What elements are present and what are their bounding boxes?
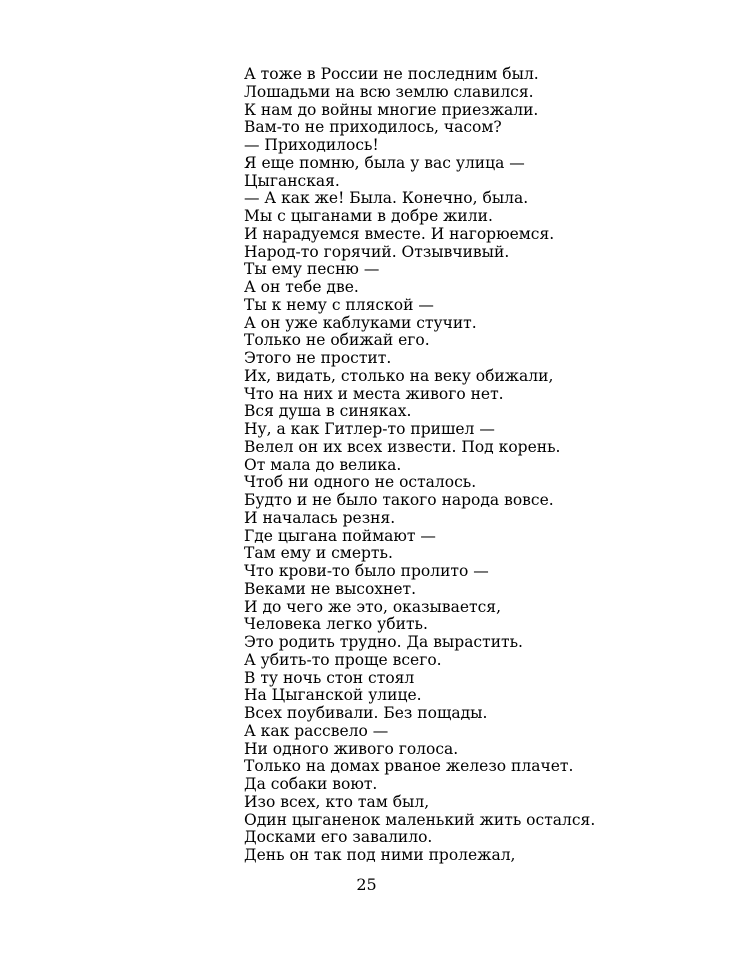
- poem-line: Лошадьми на всю землю славился.: [244, 82, 534, 101]
- poem-line: Цыганская.: [244, 171, 340, 190]
- poem-line: — А как же! Была. Конечно, была.: [244, 189, 529, 208]
- poem-line: Ты ему песню —: [244, 260, 380, 279]
- poem-line: Да собаки воют.: [244, 775, 378, 793]
- poem-line: На Цыганской улице.: [244, 686, 422, 705]
- poem-line: Я еще помню, была у вас улица —: [244, 153, 525, 172]
- poem-line: К нам до войны многие приезжали.: [244, 100, 539, 119]
- poem-line: День он так под ними пролежал,: [244, 846, 516, 864]
- poem-line: Досками его завалило.: [244, 828, 433, 847]
- poem-line: Там ему и смерть.: [244, 544, 393, 563]
- poem-line: А убить-то проще всего.: [244, 650, 442, 669]
- poem-line: Народ-то горячий. Отзывчивый.: [244, 242, 510, 261]
- poem-line: А он уже каблуками стучит.: [244, 313, 477, 332]
- poem-line: Мы с цыганами в добре жили.: [244, 207, 493, 225]
- poem-line: Чтоб ни одного не осталось.: [244, 473, 477, 492]
- poem-line: Ну, а как Гитлер-то пришел —: [244, 420, 495, 438]
- poem-line: А как рассвело —: [244, 721, 389, 740]
- poem-line: И нарадуемся вместе. И нагорюемся.: [244, 224, 555, 243]
- poem-line: И до чего же это, оказывается,: [244, 597, 501, 616]
- poem-line: В ту ночь стон стоял: [244, 668, 415, 687]
- poem-line: И началась резня.: [244, 508, 396, 527]
- poem-line: От мала до велика.: [244, 455, 402, 474]
- poem-line: Всех поубивали. Без пощады.: [244, 704, 488, 722]
- poem-line: Этого не простит.: [244, 349, 392, 367]
- poem-line: Где цыгана поймают —: [244, 526, 436, 545]
- poem-line: Человека легко убить.: [244, 615, 428, 634]
- poem-line: Их, видать, столько на веку обижали,: [244, 366, 554, 385]
- poem-line: Один цыганенок маленький жить остался.: [244, 810, 596, 829]
- poem-line: Только не обижай его.: [244, 331, 430, 350]
- poem-line: Ни одного живого голоса.: [244, 739, 459, 758]
- poem-line: Ты к нему с пляской —: [244, 295, 434, 314]
- poem-line: Что на них и места живого нет.: [244, 384, 504, 403]
- poem-line: А он тебе две.: [244, 278, 359, 296]
- poem-line: А тоже в России не последним был.: [244, 65, 539, 83]
- poem-line: Веками не высохнет.: [244, 579, 417, 598]
- poem-line: Вся душа в синяках.: [244, 402, 412, 421]
- poem-line: Что крови-то было пролито —: [244, 562, 489, 580]
- poem-line: Только на домах рваное железо плачет.: [244, 757, 574, 776]
- poem-line: Велел он их всех извести. Под корень.: [244, 437, 561, 456]
- poem-text: [244, 66, 595, 865]
- poem-line: Это родить трудно. Да вырастить.: [244, 633, 523, 651]
- page-number: 25: [356, 875, 377, 894]
- poem-line: — Приходилось!: [244, 136, 379, 154]
- poem-line: Вам-то не приходилось, часом?: [244, 118, 502, 137]
- poem-line: Изо всех, кто там был,: [244, 792, 430, 811]
- poem-line: Будто и не было такого народа вовсе.: [244, 491, 554, 509]
